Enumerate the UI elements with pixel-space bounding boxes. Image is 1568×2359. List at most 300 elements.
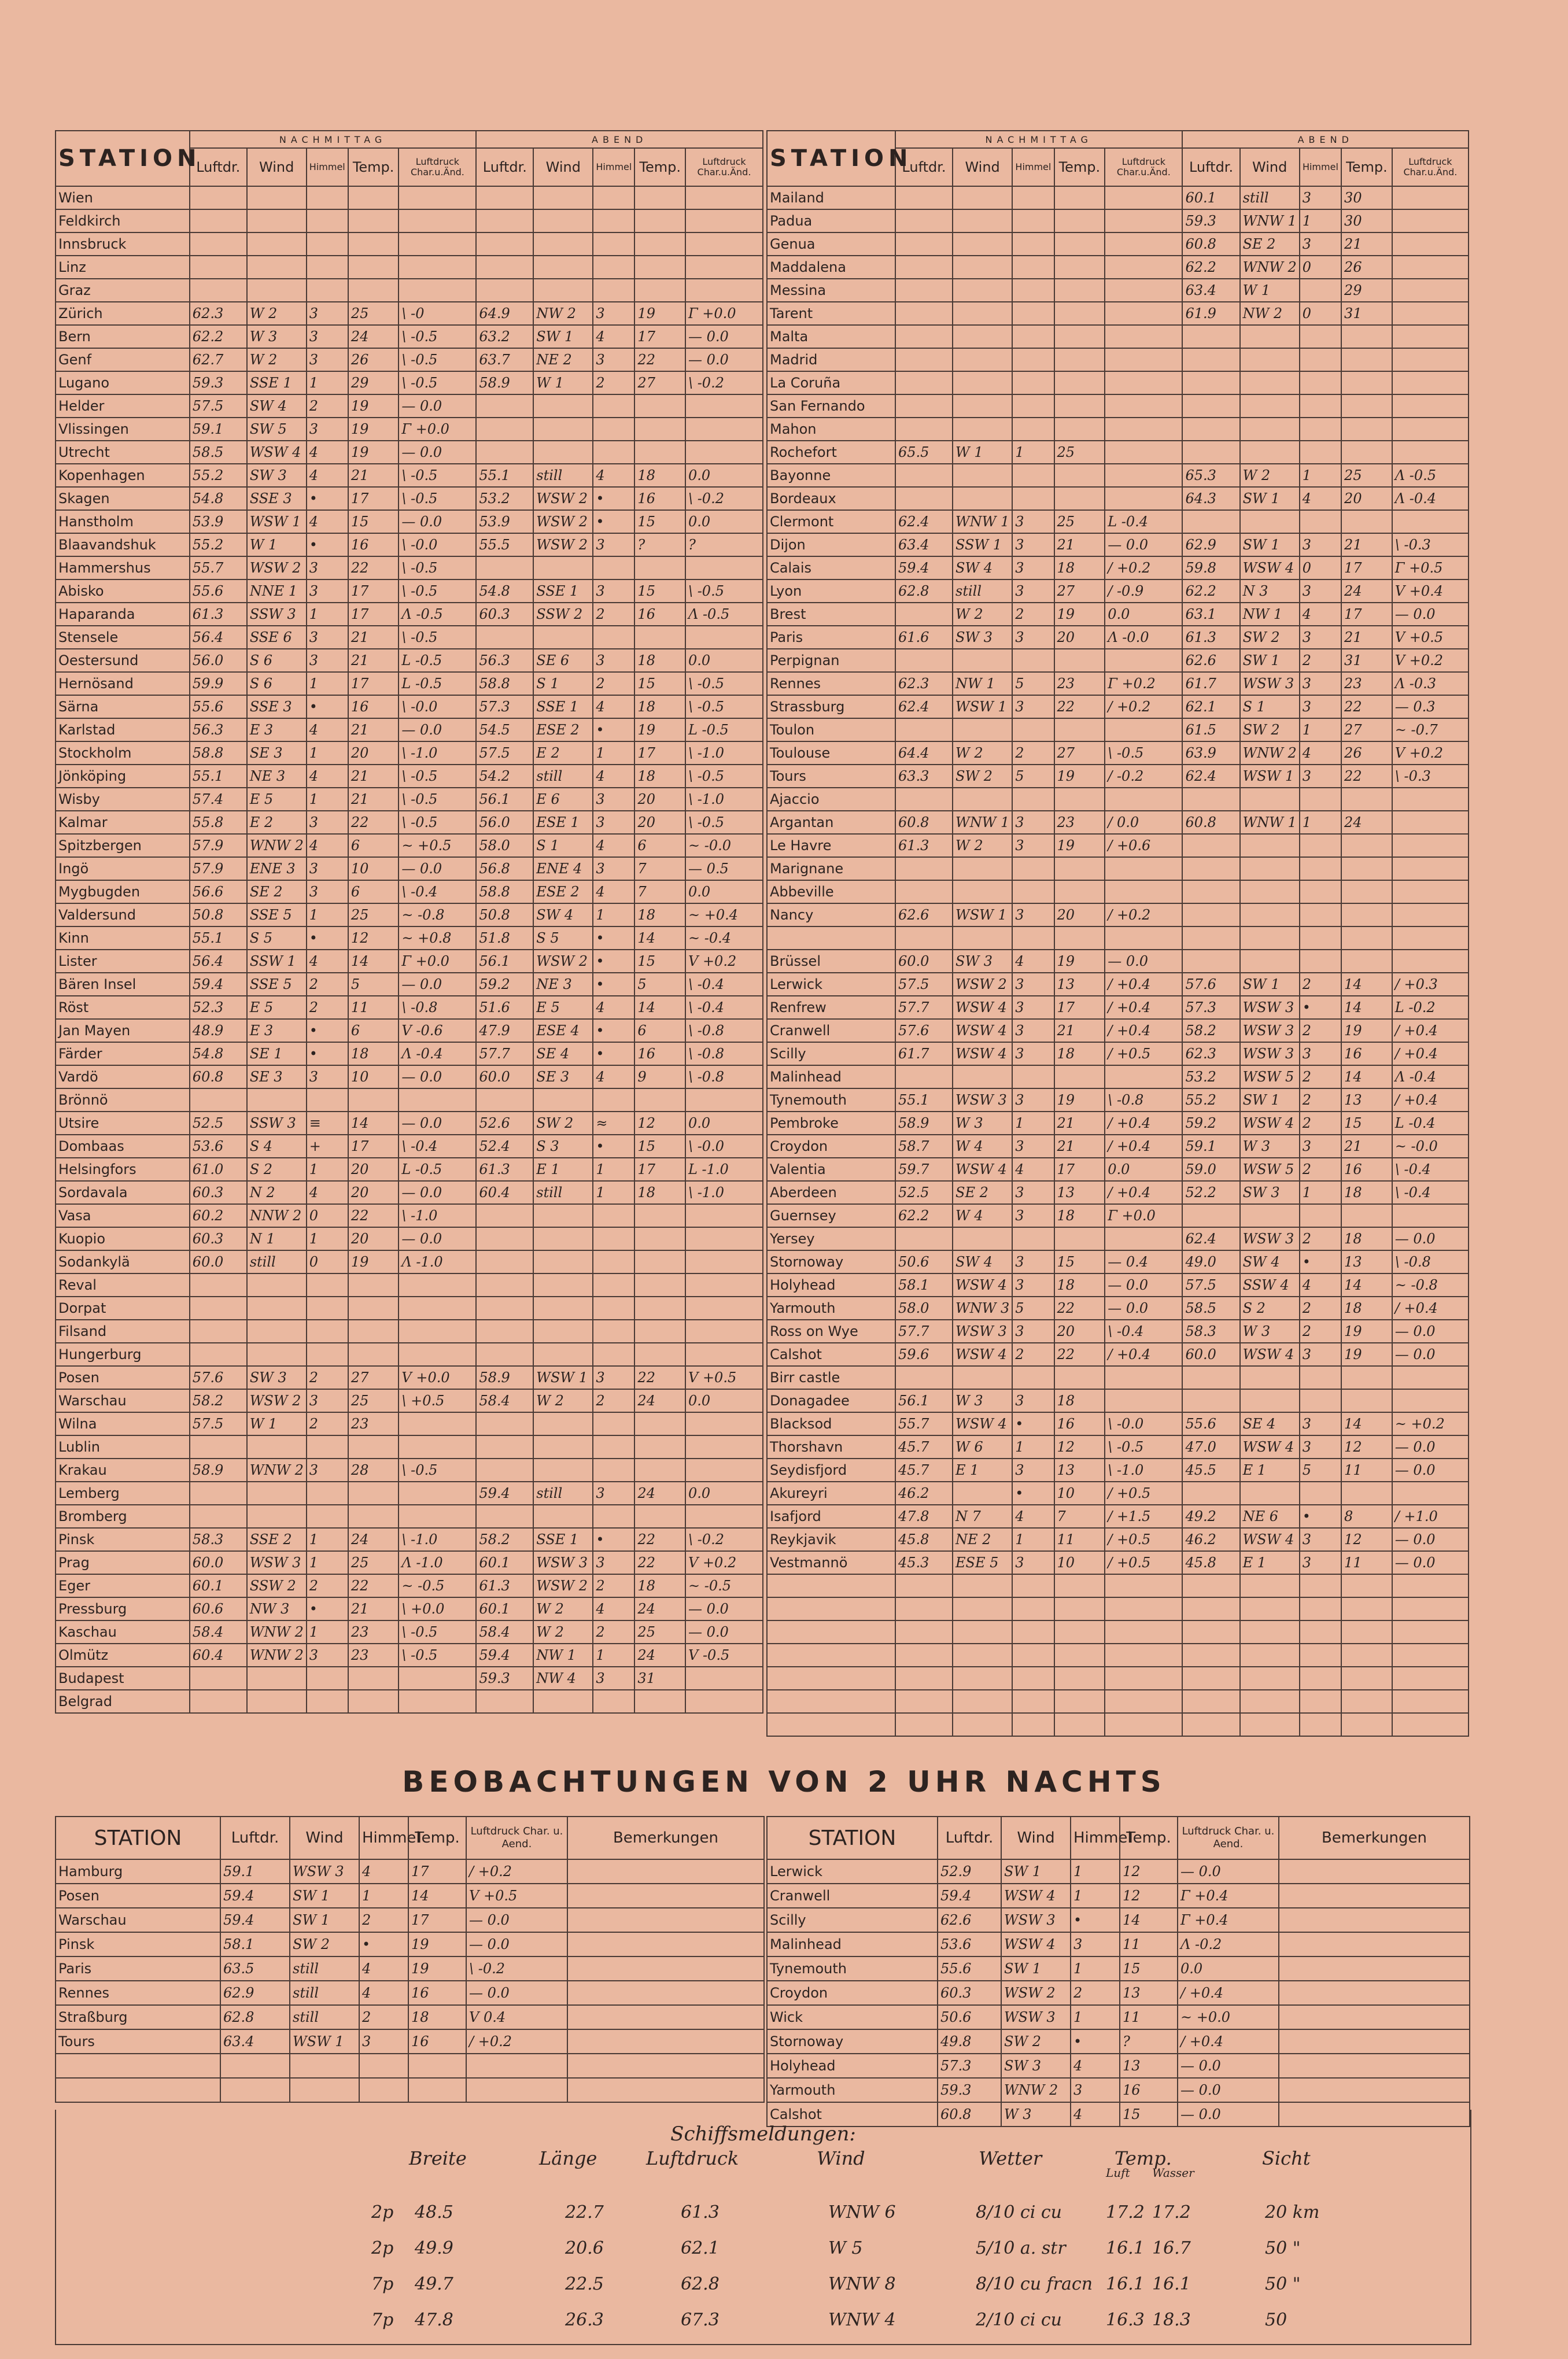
cell-value — [533, 1273, 593, 1297]
cell-value — [290, 2054, 359, 2078]
cell-value: 15 — [634, 579, 685, 603]
cell-value: — 0.0 — [685, 325, 763, 348]
cell-value: 4 — [1300, 603, 1341, 626]
cell-value: 45.3 — [895, 1551, 953, 1574]
cell-value — [1012, 348, 1054, 371]
cell-value: 2 — [593, 603, 634, 626]
cell-value: 3 — [1300, 626, 1341, 649]
cell-value: 11 — [348, 996, 399, 1019]
cell-value — [634, 1435, 685, 1459]
cell-value — [1279, 2029, 1470, 2054]
cell-value — [1392, 880, 1469, 903]
cell-value: 3 — [1300, 1042, 1341, 1065]
cell-value — [1341, 857, 1392, 880]
cell-value: SW 3 — [953, 626, 1012, 649]
cell-value — [685, 1690, 763, 1713]
cell-value — [1012, 1366, 1054, 1389]
cell-value: 55.6 — [1182, 1412, 1239, 1435]
nachmittag-header: NACHMITTAG — [895, 131, 1183, 148]
cell-value: SE 3 — [247, 1065, 307, 1088]
cell-value — [1300, 834, 1341, 857]
cell-value: 3 — [1012, 510, 1054, 533]
cell-value: SSE 5 — [247, 973, 307, 996]
cell-value: WSW 4 — [953, 1019, 1012, 1042]
cell-value: 1 — [593, 1644, 634, 1667]
cell-value — [685, 441, 763, 464]
cell-value: 58.5 — [1182, 1297, 1239, 1320]
station-name: Utrecht — [56, 441, 190, 464]
cell-value: 21 — [1341, 626, 1392, 649]
cell-value — [1012, 1620, 1054, 1644]
temp-header: Temp. — [1054, 148, 1105, 186]
cell-value: 4 — [593, 695, 634, 718]
cell-value: still — [533, 464, 593, 487]
cell-value: 20 — [348, 1181, 399, 1204]
cell-value: 63.2 — [476, 325, 533, 348]
cell-value: 15 — [634, 1135, 685, 1158]
cell-value: still — [953, 579, 1012, 603]
cell-value: 3 — [1300, 1528, 1341, 1551]
cell-value — [685, 1667, 763, 1690]
night-luftdr-header: Luftdr. — [938, 1817, 1001, 1859]
cell-value — [634, 186, 685, 209]
cell-value: Λ -0.4 — [1392, 1065, 1469, 1088]
cell-value: — 0.0 — [399, 1227, 476, 1250]
cell-value — [533, 1459, 593, 1482]
cell-value: 3 — [1012, 1459, 1054, 1482]
cell-value — [634, 1273, 685, 1297]
cell-value: 61.6 — [895, 626, 953, 649]
cell-value: 1 — [307, 603, 348, 626]
cell-value — [1105, 926, 1182, 950]
cell-value: 0 — [1300, 556, 1341, 579]
cell-value: 59.4 — [190, 973, 247, 996]
cell-value — [533, 1227, 593, 1250]
cell-value — [1341, 1482, 1392, 1505]
table-row — [767, 2054, 1470, 2078]
cell-value: Λ -0.4 — [1392, 487, 1469, 510]
cell-value — [1105, 394, 1182, 418]
cell-value — [1182, 834, 1239, 857]
cell-value — [190, 1435, 247, 1459]
cell-value: 14 — [348, 950, 399, 973]
cell-value: Γ +0.2 — [1105, 672, 1182, 695]
cell-value: 60.3 — [476, 603, 533, 626]
cell-value: V -0.6 — [399, 1019, 476, 1042]
table-row — [56, 1956, 764, 1981]
cell-value — [533, 209, 593, 232]
cell-value — [1341, 926, 1392, 950]
cell-value: — 0.0 — [1178, 2102, 1279, 2127]
table-row — [767, 1158, 1469, 1181]
cell-value: WSW 5 — [1240, 1158, 1300, 1181]
cell-value: 19 — [1341, 1320, 1392, 1343]
cell-value — [953, 256, 1012, 279]
station-name — [767, 926, 895, 950]
cell-value: WSW 4 — [1240, 556, 1300, 579]
station-name: Hungerburg — [56, 1343, 190, 1366]
table-row — [56, 418, 763, 441]
cell-value: \ -0.5 — [399, 765, 476, 788]
station-name: Skagen — [56, 487, 190, 510]
cell-value: S 1 — [1240, 695, 1300, 718]
table-row — [767, 1551, 1469, 1574]
cell-value: W 2 — [953, 603, 1012, 626]
cell-value: 16 — [1120, 2078, 1178, 2102]
cell-value: — 0.0 — [399, 1065, 476, 1088]
cell-value — [476, 1088, 533, 1112]
station-name: Karlstad — [56, 718, 190, 741]
cell-value: WSW 4 — [1240, 1528, 1300, 1551]
cell-value — [190, 1505, 247, 1528]
cell-value: 4 — [1300, 741, 1341, 765]
cell-value: L -0.4 — [1105, 510, 1182, 533]
cell-value — [466, 2054, 567, 2078]
cell-value: / +0.4 — [1392, 1042, 1469, 1065]
cell-value: 0.0 — [685, 1112, 763, 1135]
cell-value — [190, 186, 247, 209]
cell-value: WSW 4 — [1001, 1884, 1071, 1908]
cell-value: SW 1 — [1240, 973, 1300, 996]
cell-value: — 0.0 — [1105, 1273, 1182, 1297]
cell-value: 53.9 — [190, 510, 247, 533]
cell-value — [1012, 487, 1054, 510]
cell-value: 59.4 — [476, 1482, 533, 1505]
cell-value — [476, 186, 533, 209]
cell-value: W 1 — [1240, 279, 1300, 302]
cell-value — [1300, 1597, 1341, 1620]
cell-value — [1054, 418, 1105, 441]
temp-header: Temp. — [634, 148, 685, 186]
cell-value — [953, 1366, 1012, 1389]
cell-value — [1341, 903, 1392, 926]
cell-value: • — [1071, 2029, 1120, 2054]
cell-value — [953, 1482, 1012, 1505]
cell-value — [190, 1482, 247, 1505]
cell-value — [634, 1088, 685, 1112]
cell-value: NE 2 — [533, 348, 593, 371]
cell-value — [1105, 325, 1182, 348]
station-name — [767, 1644, 895, 1667]
table-row — [767, 603, 1469, 626]
cell-value — [190, 256, 247, 279]
table-row — [767, 1597, 1469, 1620]
cell-value: 12 — [1120, 1859, 1178, 1884]
cell-value: • — [593, 487, 634, 510]
table-row — [56, 441, 763, 464]
cell-value: still — [290, 1956, 359, 1981]
cell-value: • — [593, 926, 634, 950]
cell-value — [1279, 1932, 1470, 1956]
cell-value — [953, 1690, 1012, 1713]
cell-value — [533, 1690, 593, 1713]
table-row — [56, 1884, 764, 1908]
station-name: Zürich — [56, 302, 190, 325]
cell-value — [1012, 325, 1054, 348]
ship-header-sicht: Sicht — [1262, 2147, 1311, 2169]
cell-value: \ -0.4 — [399, 1135, 476, 1158]
table-row — [767, 186, 1469, 209]
table-row — [767, 903, 1469, 926]
cell-value — [953, 857, 1012, 880]
cell-value: 45.7 — [895, 1459, 953, 1482]
cell-value: 58.1 — [220, 1932, 290, 1956]
cell-value — [1392, 1597, 1469, 1620]
cell-value — [533, 418, 593, 441]
cell-value: 12 — [1341, 1528, 1392, 1551]
cell-value: 19 — [408, 1932, 466, 1956]
cell-value: 3 — [593, 788, 634, 811]
cell-value: V +0.2 — [685, 950, 763, 973]
cell-value: SSW 1 — [953, 533, 1012, 556]
cell-value: — 0.0 — [399, 973, 476, 996]
table-row — [767, 1884, 1470, 1908]
cell-value — [1054, 649, 1105, 672]
table-row — [56, 1250, 763, 1273]
cell-value: 1 — [1071, 1884, 1120, 1908]
table-row — [56, 1435, 763, 1459]
station-name: Dombaas — [56, 1135, 190, 1158]
cell-value: ESE 2 — [533, 718, 593, 741]
table-row — [767, 1620, 1469, 1644]
table-row — [767, 996, 1469, 1019]
cell-value — [1054, 232, 1105, 256]
cell-value — [953, 649, 1012, 672]
cell-value — [476, 626, 533, 649]
table-row — [56, 996, 763, 1019]
cell-value: SE 2 — [953, 1181, 1012, 1204]
cell-value — [348, 1667, 399, 1690]
cell-value: 58.9 — [190, 1459, 247, 1482]
cell-value — [1392, 1204, 1469, 1227]
cell-value: WSW 3 — [953, 1320, 1012, 1343]
cell-value: 1 — [1071, 2005, 1120, 2029]
cell-value: 16 — [1054, 1412, 1105, 1435]
table-row — [56, 1366, 763, 1389]
table-row — [767, 1273, 1469, 1297]
cell-value: 61.3 — [895, 834, 953, 857]
cell-value: ~ -0.4 — [685, 926, 763, 950]
cell-value: S 3 — [533, 1135, 593, 1158]
cell-value — [1300, 1389, 1341, 1412]
table-row — [767, 256, 1469, 279]
cell-value: 18 — [1054, 1042, 1105, 1065]
cell-value — [1240, 371, 1300, 394]
cell-value: 3 — [1300, 1435, 1341, 1459]
cell-value: WNW 1 — [953, 811, 1012, 834]
station-name: Tynemouth — [767, 1956, 938, 1981]
cell-value: 61.3 — [1182, 626, 1239, 649]
cell-value: — 0.0 — [685, 1620, 763, 1644]
cell-value — [247, 1273, 307, 1297]
cell-value: 63.1 — [1182, 603, 1239, 626]
cell-value — [399, 1690, 476, 1713]
cell-value — [895, 649, 953, 672]
cell-value: 48.9 — [190, 1019, 247, 1042]
cell-value — [247, 279, 307, 302]
cell-value: WSW 1 — [290, 2029, 359, 2054]
cell-value: 25 — [1054, 441, 1105, 464]
cell-value — [1054, 302, 1105, 325]
cell-value — [634, 1343, 685, 1366]
cell-value: 25 — [348, 1389, 399, 1412]
station-name: Lyon — [767, 579, 895, 603]
cell-value — [359, 2078, 408, 2102]
cell-value: 22 — [348, 1204, 399, 1227]
station-name: Vasa — [56, 1204, 190, 1227]
cell-value: 25 — [1341, 464, 1392, 487]
cell-value — [1300, 1620, 1341, 1644]
cell-value — [567, 1884, 764, 1908]
cell-value — [1300, 950, 1341, 973]
cell-value: NW 1 — [953, 672, 1012, 695]
cell-value — [190, 279, 247, 302]
cell-value: 62.3 — [190, 302, 247, 325]
cell-value — [634, 418, 685, 441]
cell-value: 54.2 — [476, 765, 533, 788]
cell-value: ESE 1 — [533, 811, 593, 834]
cell-value: 59.3 — [938, 2078, 1001, 2102]
cell-value — [1300, 441, 1341, 464]
cell-value — [1240, 1597, 1300, 1620]
cell-value: 15 — [1341, 1112, 1392, 1135]
cell-value: Γ +0.0 — [399, 950, 476, 973]
cell-value: 62.6 — [938, 1908, 1001, 1932]
cell-value — [307, 1435, 348, 1459]
cell-value: 17 — [1341, 556, 1392, 579]
cell-value — [247, 186, 307, 209]
cell-value: WNW 2 — [1240, 256, 1300, 279]
cell-value — [1182, 1389, 1239, 1412]
cell-value: 14 — [1341, 1412, 1392, 1435]
cell-value — [634, 441, 685, 464]
cell-value — [1341, 1667, 1392, 1690]
cell-value: 3 — [1012, 1042, 1054, 1065]
cell-value: 29 — [1341, 279, 1392, 302]
cell-value: 30 — [1341, 186, 1392, 209]
cell-value — [476, 394, 533, 418]
cell-value — [953, 1667, 1012, 1690]
cell-value — [247, 1505, 307, 1528]
table-row — [56, 302, 763, 325]
wind-header: Wind — [247, 148, 307, 186]
cell-value — [953, 1227, 1012, 1250]
night-table-right — [766, 1816, 1470, 2127]
cell-value: 59.1 — [1182, 1135, 1239, 1158]
station-name: Lerwick — [767, 973, 895, 996]
cell-value: SW 1 — [1240, 533, 1300, 556]
cell-value: W 3 — [953, 1112, 1012, 1135]
cell-value: 4 — [1300, 1273, 1341, 1297]
cell-value: SW 3 — [953, 950, 1012, 973]
cell-value: 59.7 — [895, 1158, 953, 1181]
cell-value — [307, 1297, 348, 1320]
cell-value: 21 — [1054, 533, 1105, 556]
cell-value: 21 — [348, 649, 399, 672]
cell-value: 4 — [359, 1859, 408, 1884]
cell-value: SSE 1 — [533, 695, 593, 718]
cell-value — [953, 1065, 1012, 1088]
cell-value: 18 — [634, 1181, 685, 1204]
cell-value: / +0.4 — [1105, 1135, 1182, 1158]
cell-value: 4 — [1012, 1505, 1054, 1528]
cell-value — [348, 1435, 399, 1459]
cell-value — [1182, 325, 1239, 348]
cell-value: 3 — [307, 579, 348, 603]
cell-value: / +0.4 — [1105, 996, 1182, 1019]
table-row — [767, 1505, 1469, 1528]
cell-value: / +0.6 — [1105, 834, 1182, 857]
cell-value: 62.2 — [190, 325, 247, 348]
cell-value: 4 — [593, 834, 634, 857]
cell-value — [1182, 348, 1239, 371]
table-row — [767, 209, 1469, 232]
ship-cell: 67.3 — [681, 2310, 720, 2330]
cell-value: Γ +0.0 — [1105, 1204, 1182, 1227]
table-row — [56, 834, 763, 857]
cell-value: still — [533, 1482, 593, 1505]
cell-value — [399, 1667, 476, 1690]
cell-value — [895, 302, 953, 325]
cell-value: WNW 1 — [1240, 811, 1300, 834]
cell-value: 22 — [1341, 765, 1392, 788]
cell-value: SSE 1 — [247, 371, 307, 394]
cell-value — [1105, 418, 1182, 441]
cell-value: 14 — [1341, 1065, 1392, 1088]
cell-value — [1392, 302, 1469, 325]
station-name: Aberdeen — [767, 1181, 895, 1204]
cell-value: 51.6 — [476, 996, 533, 1019]
cell-value — [895, 857, 953, 880]
cell-value: 45.7 — [895, 1435, 953, 1459]
cell-value — [1182, 1690, 1239, 1713]
cell-value: 22 — [1054, 695, 1105, 718]
cell-value — [593, 1412, 634, 1435]
cell-value — [1392, 903, 1469, 926]
cell-value: \ -0.5 — [1105, 1435, 1182, 1459]
cell-value: WSW 4 — [1001, 1932, 1071, 1956]
cell-value: 3 — [1012, 811, 1054, 834]
cell-value: \ -0.4 — [1105, 1320, 1182, 1343]
cell-value: SW 2 — [533, 1112, 593, 1135]
cell-value: E 5 — [533, 996, 593, 1019]
cell-value — [190, 1667, 247, 1690]
cell-value — [634, 1204, 685, 1227]
ship-cell: 17.2 — [1106, 2202, 1145, 2223]
station-name: Mygbugden — [56, 880, 190, 903]
cell-value: 15 — [634, 510, 685, 533]
cell-value: WSW 4 — [953, 1273, 1012, 1297]
cell-value: 51.8 — [476, 926, 533, 950]
cell-value: W 2 — [953, 741, 1012, 765]
cell-value — [476, 232, 533, 256]
station-name — [767, 1597, 895, 1620]
cell-value: \ -0.2 — [685, 487, 763, 510]
cell-value — [1341, 394, 1392, 418]
cell-value: 14 — [348, 1112, 399, 1135]
table-row — [767, 371, 1469, 394]
cell-value: 59.2 — [476, 973, 533, 996]
cell-value: 0.0 — [685, 880, 763, 903]
cell-value — [593, 256, 634, 279]
cell-value: 55.6 — [190, 579, 247, 603]
cell-value: 60.1 — [476, 1597, 533, 1620]
cell-value — [1182, 394, 1239, 418]
cell-value: ~ +0.4 — [685, 903, 763, 926]
table-row — [767, 788, 1469, 811]
temp-header: Temp. — [1341, 148, 1392, 186]
cell-value: 2 — [307, 996, 348, 1019]
